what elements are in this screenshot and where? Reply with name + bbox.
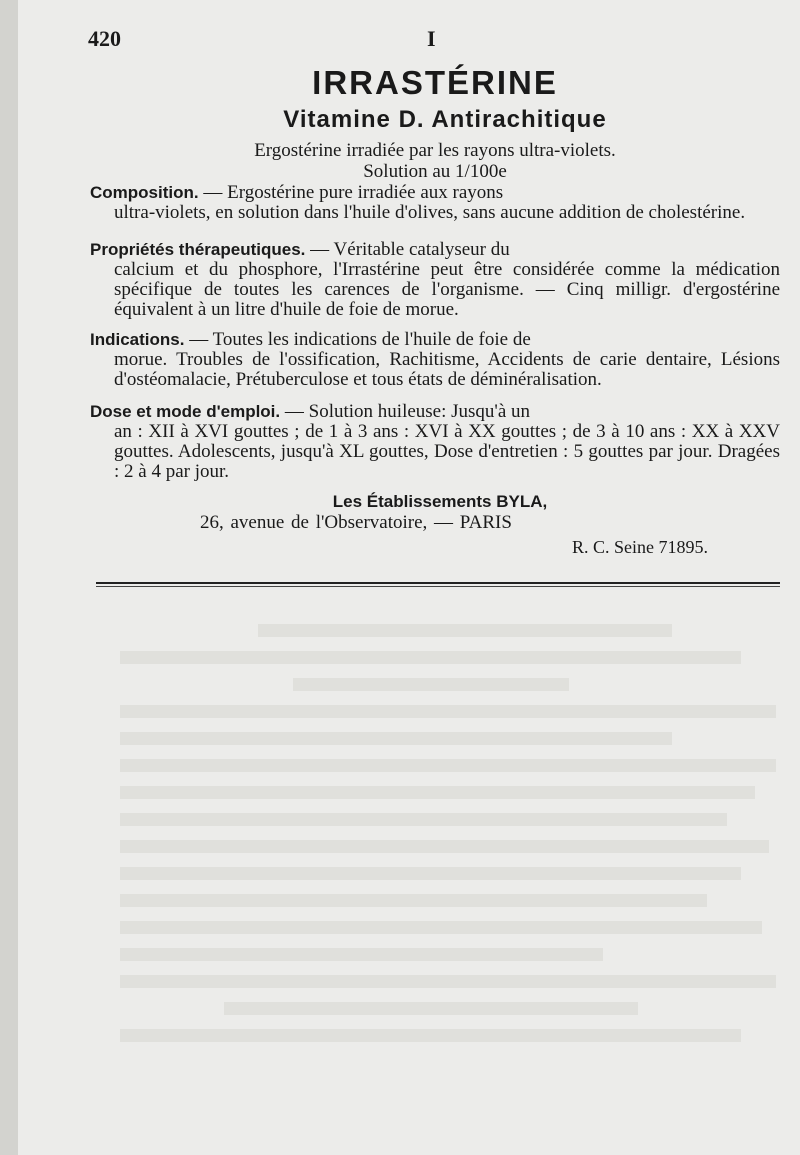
section-text: — Véritable catalyseur du [305, 239, 510, 260]
section-continuation: morue. Troubles de l'ossification, Rachitisme, Accidents de carie dentaire, Lésions d'ostéomalacie, Prétuberculose et tous états de déminéralisation. [114, 349, 780, 390]
section-properties [90, 240, 780, 320]
product-subtitle: Vitamine D. Antirachitique [283, 106, 607, 133]
divider-rule [96, 582, 780, 587]
header-mark: I [427, 26, 436, 51]
company-address: 26, avenue de l'Observatoire, — PARIS [200, 512, 512, 533]
section-text: — Ergostérine pure irradiée aux rayons [198, 182, 504, 203]
section-label: Composition. [90, 183, 199, 202]
section-label: Dose et mode d'emploi. [90, 402, 281, 421]
dilution-line: Solution au 1/100e [363, 161, 507, 182]
page-number: 420 [88, 26, 121, 51]
section-continuation: calcium et du phosphore, l'Irrastérine peut être considérée comme la médication spécifique de toutes les carences de l'organisme. — Cinq milligr. d'ergostérine équivalent à un litre d'huile de foie de morue. [114, 259, 780, 320]
section-text: — Solution huileuse: Jusqu'à un [280, 401, 531, 422]
section-composition [90, 183, 780, 223]
section-text: — Toutes les indications de l'huile de foie de [184, 329, 531, 350]
section-continuation: an : XII à XVI gouttes ; de 1 à 3 ans : XVI à XX gouttes ; de 3 à 10 ans : XX à XXV gouttes. Adolescents, jusqu'à XL gouttes, Dose d'entretien : 5 gouttes par jour. Dragées : 2 à 4 par jour. [114, 421, 780, 482]
section-dosage [90, 402, 780, 482]
product-tagline: Ergostérine irradiée par les rayons ultra-violets. [254, 140, 616, 161]
section-label: Propriétés thérapeutiques. [90, 240, 306, 259]
trade-registry: R. C. Seine 71895. [572, 537, 709, 557]
section-continuation: ultra-violets, en solution dans l'huile d'olives, sans aucune addition de cholestérine. [114, 202, 746, 223]
section-indications [90, 330, 780, 390]
bleed-through-area [120, 610, 800, 1130]
product-title: IRRASTÉRINE [312, 64, 558, 101]
company-name: Les Établissements BYLA, [332, 492, 548, 511]
section-label: Indications. [90, 330, 185, 349]
